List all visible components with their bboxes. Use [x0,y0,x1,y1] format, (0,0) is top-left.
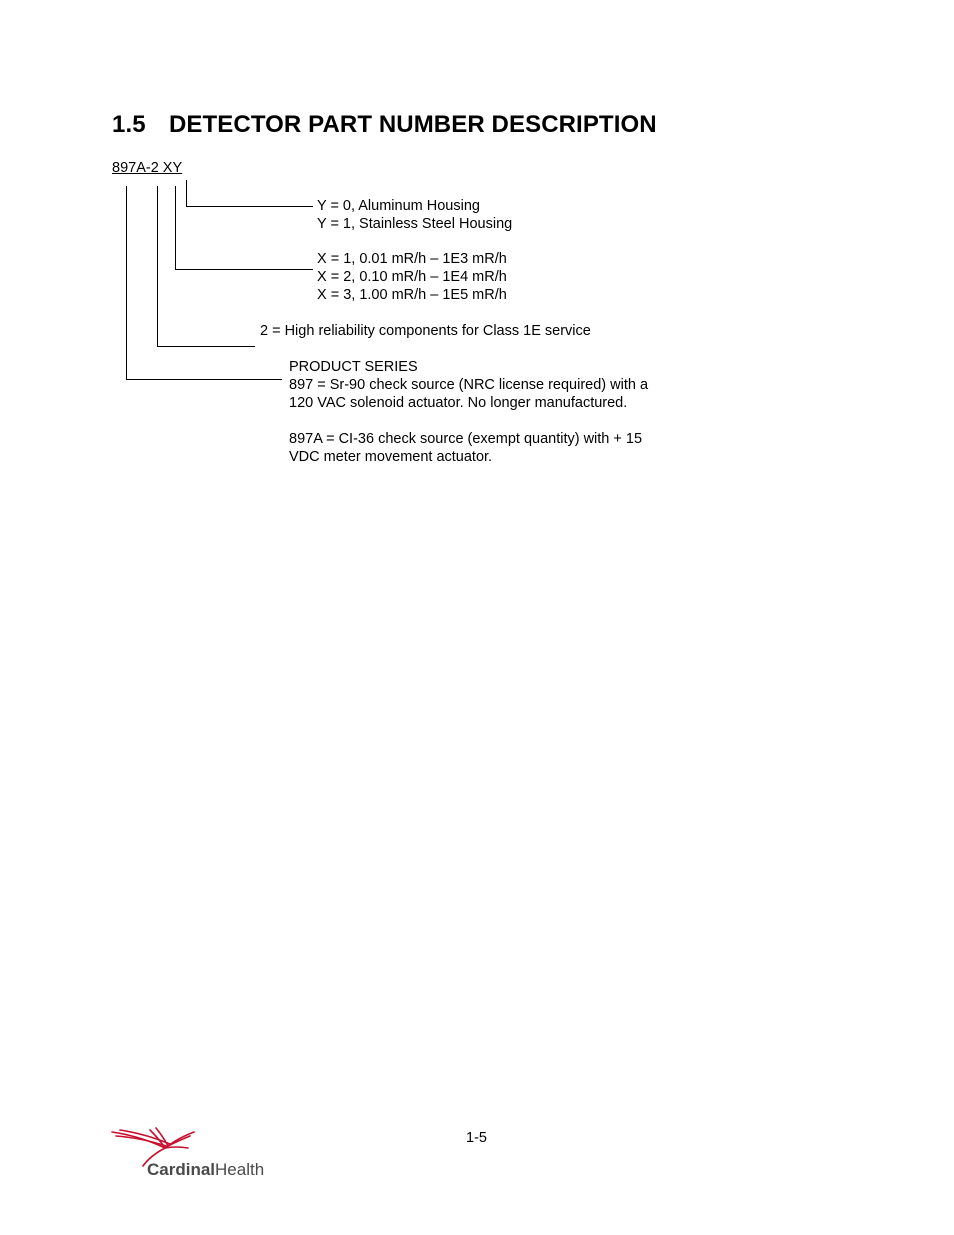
connector-x-vertical [175,186,176,270]
section-number: 1.5 [112,111,146,138]
connector-reliability-vertical [157,186,158,347]
x-line-1: X = 2, 0.10 mR/h – 1E4 mR/h [317,269,507,285]
logo-wordmark [147,1160,264,1180]
x-description [317,250,507,304]
series-897-line-1: 120 VAC solenoid actuator. No longer manufactured. [289,395,628,411]
page-number: 1-5 [466,1130,487,1146]
x-line-2: X = 3, 1.00 mR/h – 1E5 mR/h [317,287,507,303]
connector-series-vertical [126,186,127,380]
section-title: DETECTOR PART NUMBER DESCRIPTION [169,111,657,138]
logo-wordmark-bold: Cardinal [147,1160,216,1179]
y-description [317,197,512,233]
connector-x-horizontal [175,269,313,270]
y-line-0: Y = 0, Aluminum Housing [317,198,480,214]
connector-reliability-horizontal [157,346,255,347]
y-line-1: Y = 1, Stainless Steel Housing [317,216,513,232]
series-897-line-0: 897 = Sr-90 check source (NRC license required) with a [289,377,649,393]
reliability-description: 2 = High reliability components for Class 1E service [260,323,591,339]
series-title: PRODUCT SERIES [289,359,418,375]
connector-y-vertical [186,180,187,207]
part-number: 897A-2 XY [112,160,183,176]
series-description [289,358,648,466]
logo-wordmark-regular: Health [215,1160,265,1179]
connector-series-horizontal [126,379,282,380]
series-897a-line-1: VDC meter movement actuator. [289,449,493,465]
section-heading [112,111,657,139]
series-897a-line-0: 897A = CI-36 check source (exempt quantity) with + 15 [289,431,643,447]
connector-y-horizontal [186,206,313,207]
x-line-0: X = 1, 0.01 mR/h – 1E3 mR/h [317,251,507,267]
